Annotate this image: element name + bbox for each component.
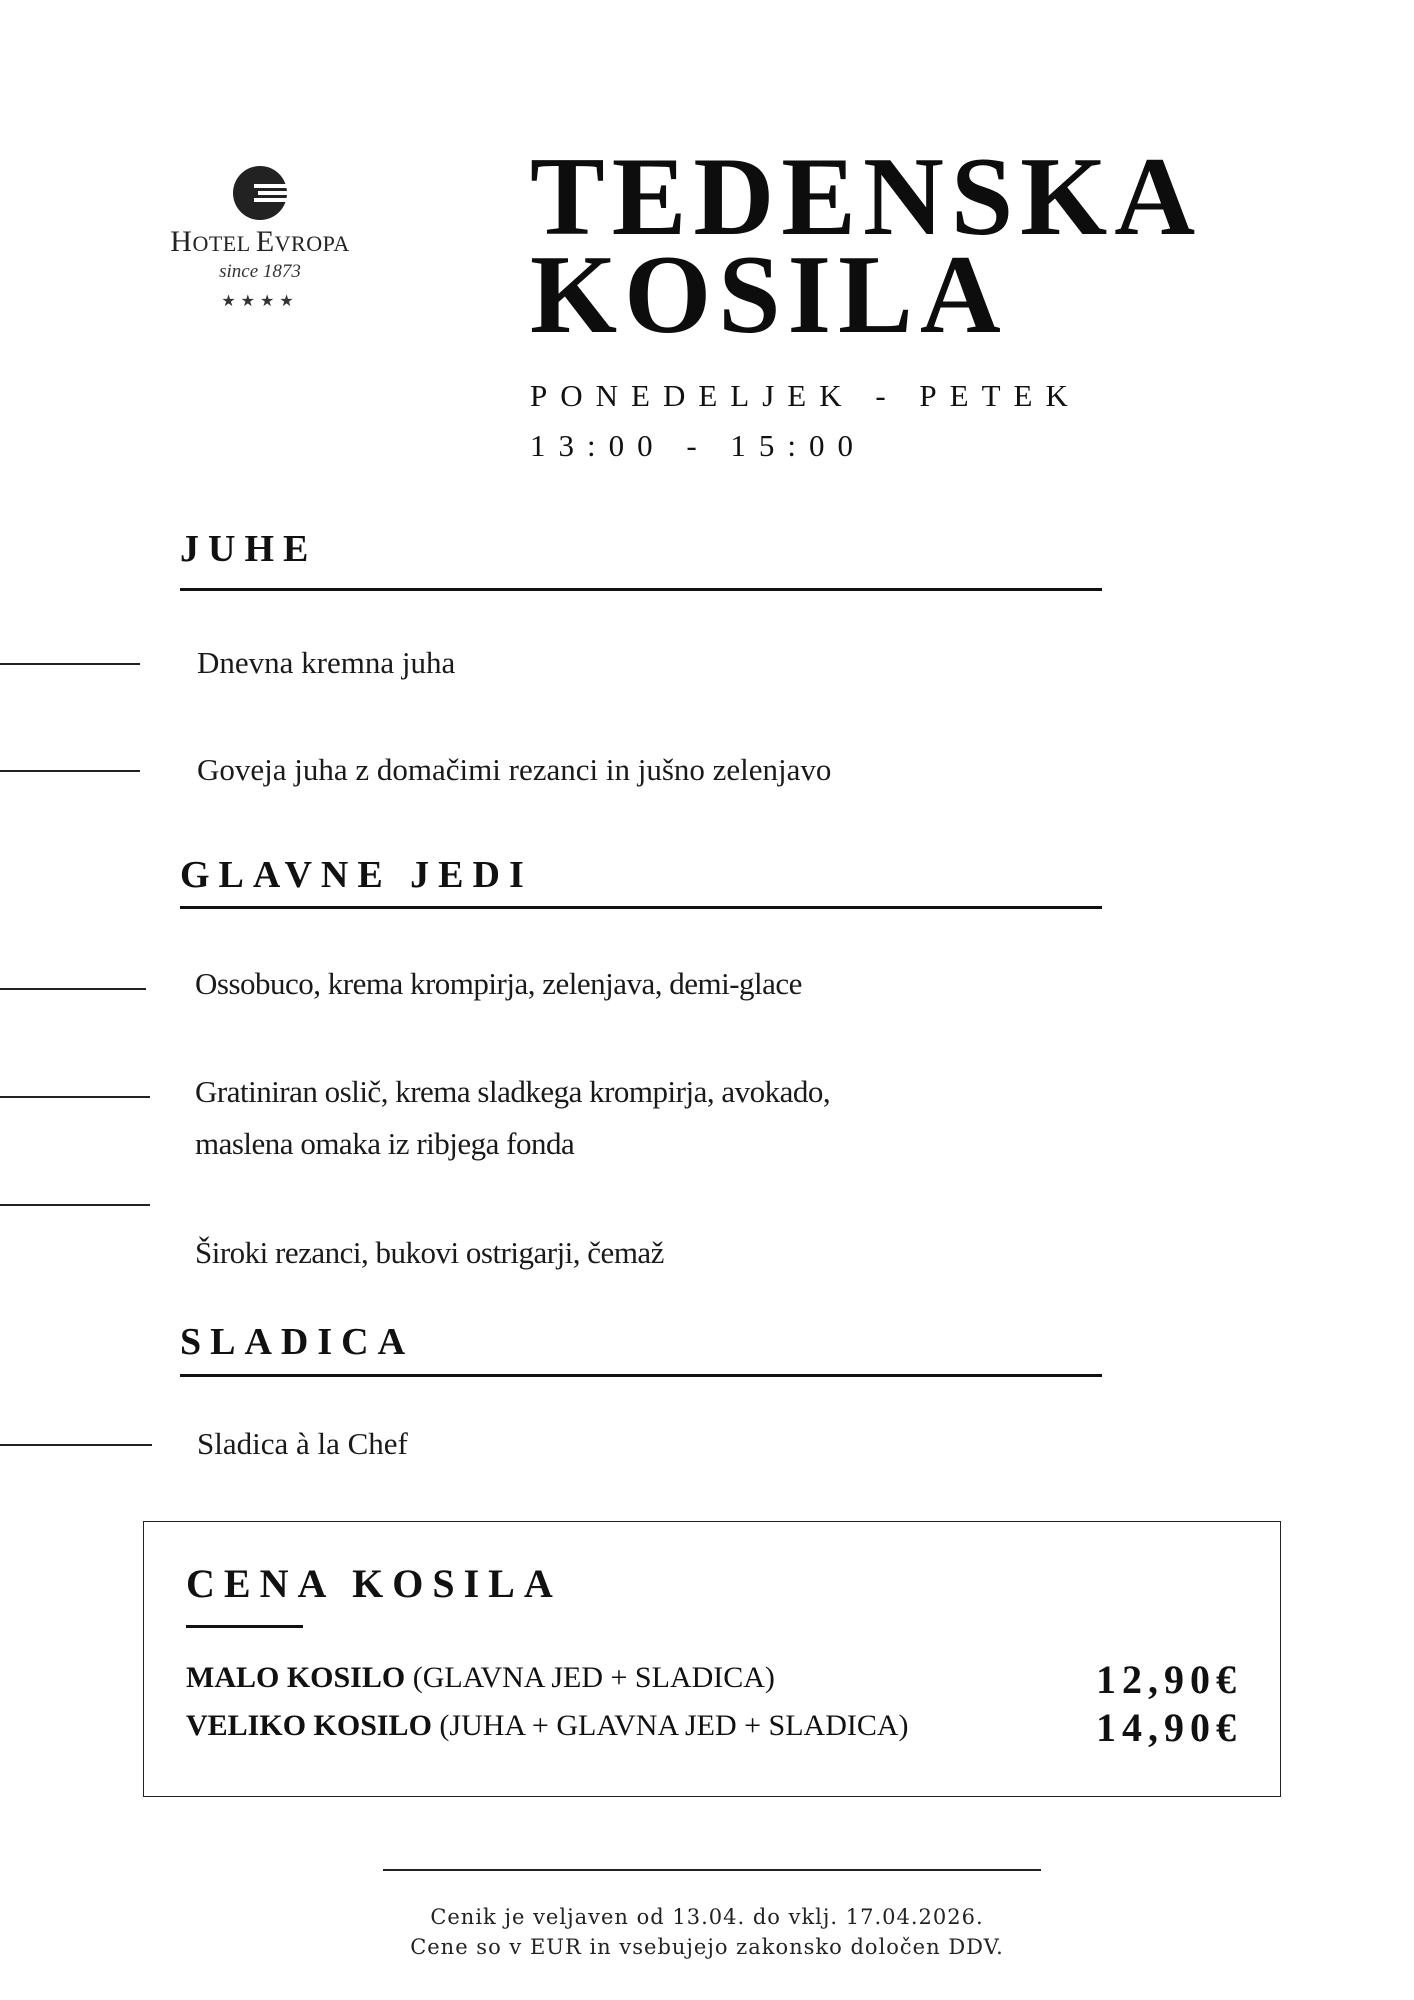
section-divider (180, 1374, 1102, 1377)
side-line (0, 1096, 150, 1098)
menu-item: Ossobuco, krema krompirja, zelenjava, demi-glace (195, 966, 802, 1001)
title-line-2: KOSILA (530, 233, 1008, 357)
price-title-underline (186, 1625, 303, 1628)
menu-item: maslena omaka iz ribjega fonda (195, 1126, 575, 1161)
side-line (0, 663, 140, 665)
hotel-logo (120, 165, 400, 310)
title-line-1: TEDENSKA (530, 135, 1203, 259)
section-title-mains: GLAVNE JEDI (180, 854, 533, 896)
hotel-name: HOTEL EVROPA (170, 225, 350, 258)
side-line (0, 1204, 150, 1206)
hotel-stars: ★★★★ (221, 291, 299, 310)
page-title (530, 135, 1203, 357)
section-divider (180, 906, 1102, 909)
section-divider (180, 588, 1102, 591)
menu-item: Široki rezanci, bukovi ostrigarji, čemaž (195, 1235, 664, 1270)
price-row-small: MALO KOSILO (GLAVNA JED + SLADICA) (186, 1661, 775, 1694)
menu-item: Sladica à la Chef (197, 1426, 408, 1461)
footer-vat-note: Cene so v EUR in vsebujejo zakonsko določen DDV. (410, 1935, 1004, 1959)
menu-item: Goveja juha z domačimi rezanci in jušno zelenjavo (197, 752, 832, 787)
side-line (0, 1444, 152, 1446)
menu-item: Dnevna kremna juha (197, 645, 456, 680)
price-box (143, 1521, 1281, 1797)
price-row-large: VELIKO KOSILO (JUHA + GLAVNA JED + SLADICA) (186, 1709, 909, 1742)
service-days: PONEDELJEK - PETEK (530, 378, 1081, 413)
price-value-large: 14,90€ (1096, 1705, 1242, 1750)
price-value-small: 12,90€ (1096, 1657, 1242, 1702)
hotel-since: since 1873 (219, 261, 301, 282)
section-title-dessert: SLADICA (180, 1321, 415, 1363)
service-hours: 13:00 - 15:00 (530, 428, 867, 463)
footer-validity: Cenik je veljaven od 13.04. do vklj. 17.04.2026. (430, 1905, 984, 1929)
price-title: CENA KOSILA (186, 1561, 562, 1606)
hotel-logo-icon (232, 165, 288, 221)
menu-item: Gratiniran oslič, krema sladkega krompirja, avokado, (195, 1074, 831, 1109)
side-line (0, 770, 140, 772)
footer-divider (383, 1869, 1041, 1871)
section-title-soups: JUHE (180, 528, 318, 570)
side-line (0, 988, 146, 990)
